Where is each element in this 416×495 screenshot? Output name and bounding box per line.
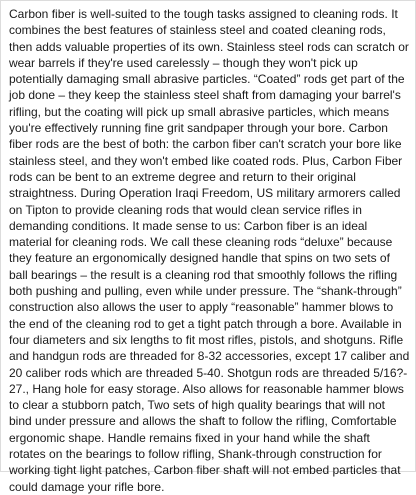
- description-line-2: combines the best features of stainless steel and coated cleaning rods,: [9, 23, 386, 38]
- description-line-11: rods can be bent to an extreme degree and return to their original: [9, 169, 356, 184]
- description-line-14: demanding conditions. It made sense to us: Carbon fiber is an ideal: [9, 218, 368, 233]
- description-line-9: fiber rods are the best of both: the carbon fiber can't scratch your bore like: [9, 137, 402, 152]
- description-line-8: you're effectively running fine grit sandpaper through your bore. Carbon: [9, 121, 388, 136]
- description-line-15: material for cleaning rods. We call these cleaning rods “deluxe” because: [9, 235, 393, 250]
- description-line-19: construction also allows the user to apply “reasonable” hammer blows to: [9, 300, 394, 315]
- description-line-25: to clear a stubborn patch, Two sets of high quality bearings that will not: [9, 398, 385, 413]
- description-line-23: 20 caliber rods which are threaded 5-40. Shotgun rods are threaded 5/16?-: [9, 365, 408, 380]
- description-line-13: on Tipton to provide cleaning rods that would clean service rifles in: [9, 202, 362, 217]
- description-line-30: could damage your rifle bore.: [9, 479, 165, 494]
- description-line-12: straightness. During Operation Iraqi Freedom, US military armorers called: [9, 186, 401, 201]
- description-line-26: bind under pressure and allows the shaft to follow the rifling, Comfortable: [9, 414, 397, 429]
- description-line-18: both pushing and pulling, even while under pressure. The “shank-through”: [9, 284, 402, 299]
- description-line-21: four diameters and six lengths to fit most rifles, pistols, and shotguns. Rifle: [9, 332, 404, 347]
- description-line-6: job done – they keep the stainless steel shaft from damaging your barrel's: [9, 88, 401, 103]
- description-line-5: potentially damaging small abrasive particles. “Coated” rods get part of the: [9, 72, 405, 87]
- description-line-16: they feature an ergonomically designed handle that spins on two sets of: [9, 251, 390, 266]
- description-line-4: wear barrels if they're used carelessly – though they won't pick up: [9, 55, 358, 70]
- description-line-7: rifling, but the coating will pick up small abrasive particles, which means: [9, 104, 390, 119]
- description-line-24: 27., Hang hole for easy storage. Also allows for reasonable hammer blows: [9, 381, 404, 396]
- product-description: [9, 6, 411, 495]
- description-line-3: then adds valuable properties of its own. Stainless steel rods can scratch or: [9, 39, 409, 54]
- description-line-29: working tight light patches, Carbon fiber shaft will not embed particles that: [9, 463, 401, 478]
- description-line-17: ball bearings – the result is a cleaning rod that smoothly follows the rifling: [9, 267, 398, 282]
- description-line-10: stainless steel, and they won't embed like coated rods. Plus, Carbon Fiber: [9, 153, 403, 168]
- description-line-27: ergonomic shape. Handle remains fixed in your hand while the shaft: [9, 430, 370, 445]
- description-line-1: Carbon fiber is well-suited to the tough tasks assigned to cleaning rods. It: [9, 7, 398, 21]
- description-line-20: the end of the cleaning rod to get a tight patch through a bore. Available in: [9, 316, 402, 331]
- description-line-22: and handgun rods are threaded for 8-32 accessories, except 17 caliber and: [9, 349, 410, 364]
- description-line-28: rotates on the bearings to follow rifling, Shank-through construction for: [9, 447, 382, 462]
